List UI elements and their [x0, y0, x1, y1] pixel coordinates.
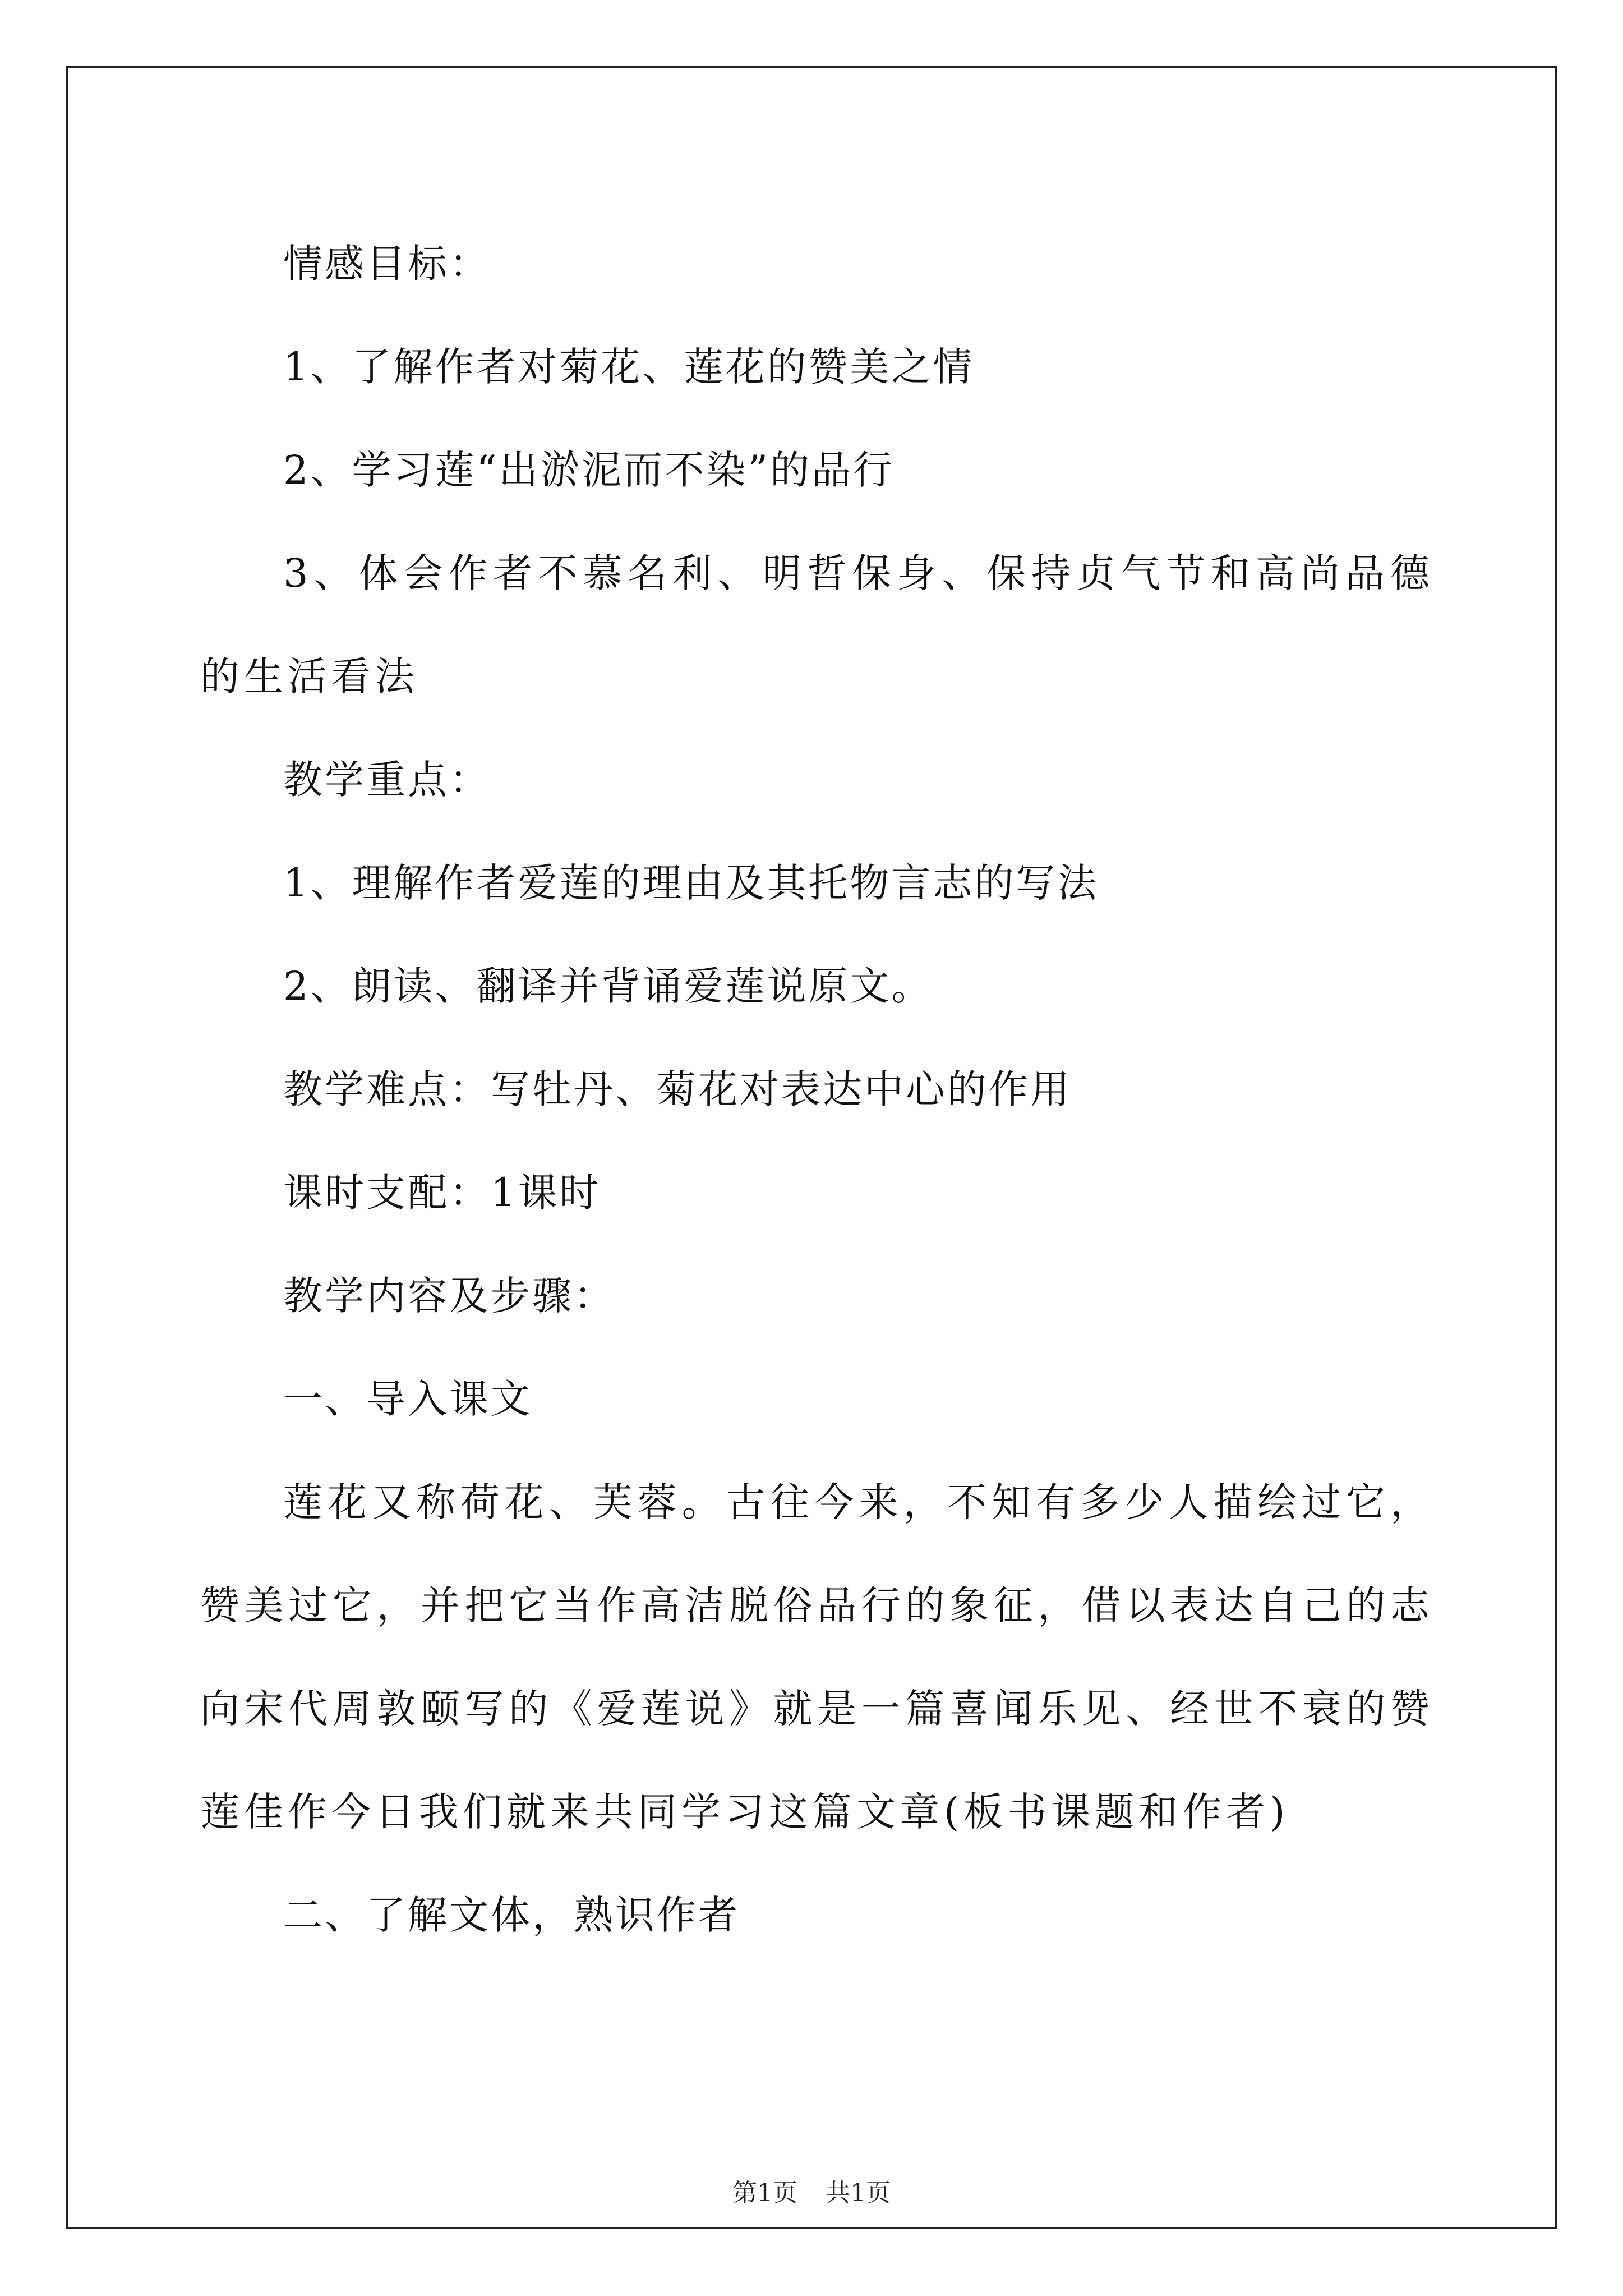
paragraph-difficulty: 教学难点：写牡丹、菊花对表达中心的作用 [283, 1066, 1072, 1112]
document-body [200, 212, 1434, 1967]
paragraph-goal-2: 2、学习莲“出淤泥而不染”的品行 [283, 447, 895, 493]
page-number-current: 第1页 [732, 2179, 797, 2207]
paragraph-section-2-title: 二、了解文体，熟识作者 [283, 1892, 740, 1938]
paragraph-emotion-goals-heading: 情感目标： [283, 241, 491, 287]
paragraph-key-point-2: 2、朗读、翻译并背诵爱莲说原文。 [283, 963, 933, 1009]
paragraph-steps-heading: 教学内容及步骤： [283, 1273, 615, 1319]
paragraph-key-point-1: 1、理解作者爱莲的理由及其托物言志的写法 [283, 860, 1099, 906]
paragraph-introduction-body: 莲花又称荷花、芙蓉。古往今来，不知有多少人描绘过它，赞美过它，并把它当作高洁脱俗品行的象征，借以表达自己的志向宋代周敦颐写的《爱莲说》就是一篇喜闻乐见、经世不衰的赞莲佳作今日我们就来共同学习这篇文章(板书课题和作者) [200, 1479, 1434, 1835]
page-footer [0, 2177, 1623, 2210]
paragraph-key-points-heading: 教学重点： [283, 757, 491, 803]
paragraph-goal-3: 3、体会作者不慕名利、明哲保身、保持贞气节和高尚品德的生活看法 [200, 550, 1434, 700]
paragraph-class-hours: 课时支配：1课时 [283, 1170, 601, 1216]
page-number-total: 共1页 [826, 2179, 891, 2207]
paragraph-goal-1: 1、了解作者对菊花、莲花的赞美之情 [283, 344, 975, 390]
paragraph-section-1-title: 一、导入课文 [283, 1376, 532, 1422]
